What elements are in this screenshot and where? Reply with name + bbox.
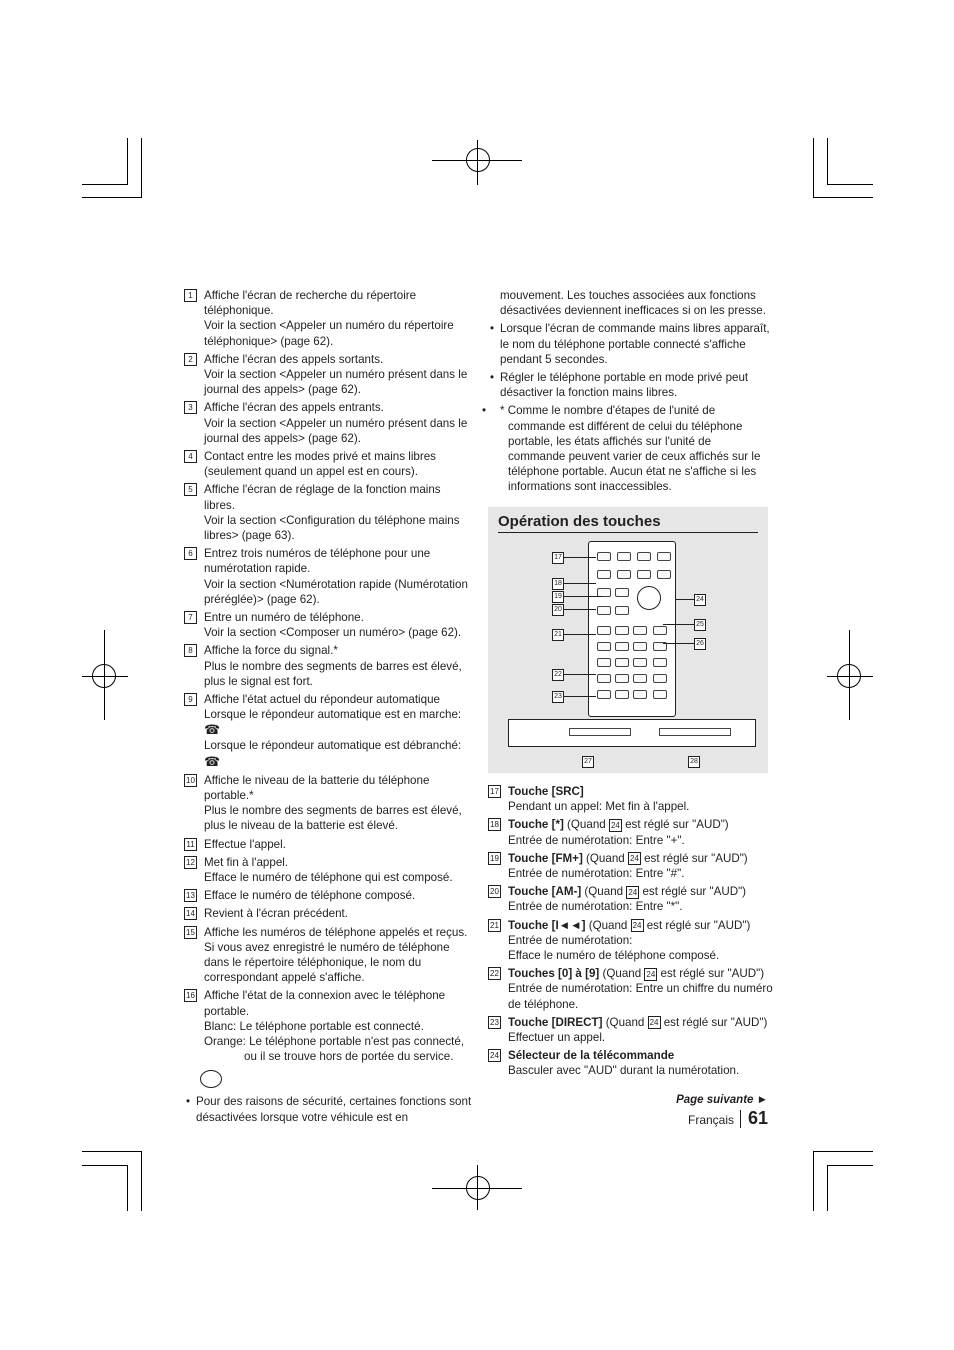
answering-machine-off-icon: ☎ — [204, 753, 221, 769]
fm-key — [597, 606, 611, 615]
remote-key — [597, 626, 611, 635]
next-page-link[interactable]: Page suivante ► — [676, 1094, 768, 1106]
list-item: 8 Affiche la force du signal.* Plus le nombre des segments de barres est élevé, plus le signal est fort. — [184, 643, 474, 689]
note-bullet: • Pour des raisons de sécurité, certaines fonctions sont désactivées lorsque votre véhicule est en — [184, 1094, 474, 1124]
remote-key — [657, 570, 671, 579]
left-column — [184, 288, 474, 1128]
callout-19: 19 — [552, 591, 564, 603]
list-item: 9 Affiche l'état actuel du répondeur automatique Lorsque le répondeur automatique est en marche: ☎ Lorsque le répondeur automatique est débranché: ☎ — [184, 692, 474, 770]
list-item: 2 Affiche l'écran des appels sortants. Voir la section <Appeler un numéro présent dans le journal des appels> (page 62). — [184, 352, 474, 398]
callout-27: 27 — [582, 756, 594, 768]
list-item: 10 Affiche le niveau de la batterie du téléphone portable.* Plus le nombre des segments de barres est élevé, plus le niveau de la batterie est élevé. — [184, 773, 474, 834]
remote-key — [653, 690, 667, 699]
leader-line — [563, 583, 596, 584]
direct-key — [597, 690, 611, 699]
src-key — [597, 552, 611, 561]
answering-machine-on-icon: ☎ — [204, 722, 221, 738]
callout-24: 24 — [694, 594, 706, 606]
unit-slot — [569, 728, 631, 736]
leader-line — [563, 634, 596, 635]
callout-22: 22 — [552, 669, 564, 681]
leader-line — [563, 696, 596, 697]
leader-line — [663, 624, 694, 625]
list-item: 7 Entre un numéro de téléphone. Voir la section <Composer un numéro> (page 62). — [184, 610, 474, 640]
list-item: 4 Contact entre les modes privé et mains libres (seulement quand un appel est en cours). — [184, 449, 474, 479]
next-key — [615, 642, 629, 651]
remote-key — [617, 570, 631, 579]
remote-key — [653, 658, 667, 667]
callout-17: 17 — [552, 552, 564, 564]
legend-item: 22 Touches [0] à [9] (Quand 24 est réglé sur "AUD") Entrée de numérotation: Entre un chiffre du numéro de téléphone. — [488, 966, 778, 1012]
note-bullet: • Lorsque l'écran de commande mains libres apparaît, le nom du téléphone portable connecté s'affiche pendant 5 secondes. — [488, 321, 770, 367]
remote-key — [637, 570, 651, 579]
callout-18: 18 — [552, 578, 564, 590]
digit-key — [597, 674, 611, 683]
leader-line — [663, 643, 694, 644]
continued-text: mouvement. Les touches associées aux fonctions désactivées deviennent inefficaces si on les presse. — [500, 289, 766, 318]
list-item: 16 Affiche l'état de la connexion avec le téléphone portable. Blanc: Le téléphone portable est connecté. Orange: Le téléphone portable n'est pas connecté, ou il se trouve hors de portée du service. — [184, 988, 474, 1064]
list-item: 5 Affiche l'écran de réglage de la fonction mains libres. Voir la section <Configuration du téléphone mains libres> (page 63). — [184, 482, 474, 543]
legend-item: 20 Touche [AM-] (Quand 24 est réglé sur "AUD") Entrée de numérotation: Entre "*". — [488, 884, 778, 914]
note-bullet: • Régler le téléphone portable en mode privé peut désactiver la fonction mains libres. — [488, 370, 770, 400]
footer-divider — [740, 1110, 741, 1128]
remote-key — [615, 588, 629, 597]
leader-line — [563, 609, 596, 610]
list-item: 15 Affiche les numéros de téléphone appelés et reçus. Si vous avez enregistré le numéro de téléphone dans le répertoire téléphonique, le nom du correspondant appelé s'affiche. — [184, 925, 474, 986]
list-item: 12 Met fin à l'appel. Efface le numéro de téléphone qui est composé. — [184, 855, 474, 885]
section-title: Opération des touches — [498, 513, 758, 533]
leader-line — [563, 557, 596, 558]
digit-key — [615, 690, 629, 699]
page-number: 61 — [748, 1108, 769, 1128]
joystick — [637, 586, 661, 610]
remote-key — [653, 626, 667, 635]
list-item: 13 Efface le numéro de téléphone composé. — [184, 888, 474, 903]
remote-key — [637, 552, 651, 561]
am-key — [615, 606, 629, 615]
remote-key — [617, 552, 631, 561]
remote-diagram-section — [488, 507, 768, 773]
legend-item: 18 Touche [*] (Quand 24 est réglé sur "AUD") Entrée de numérotation: Entre "+". — [488, 817, 778, 847]
remote-key — [597, 570, 611, 579]
legend-item: 23 Touche [DIRECT] (Quand 24 est réglé sur "AUD") Effectuer un appel. — [488, 1015, 778, 1045]
callout-26: 26 — [694, 638, 706, 650]
remote-key — [615, 626, 629, 635]
callout-21: 21 — [552, 629, 564, 641]
remote-key — [657, 552, 671, 561]
remote-control-illustration — [588, 541, 676, 717]
leader-line — [675, 599, 694, 600]
list-item: 3 Affiche l'écran des appels entrants. Voir la section <Appeler un numéro présent dans le journal des appels> (page 62). — [184, 400, 474, 446]
callout-23: 23 — [552, 691, 564, 703]
remote-key — [633, 626, 647, 635]
note-icon — [200, 1070, 222, 1088]
digit-key — [615, 658, 629, 667]
prev-key — [597, 642, 611, 651]
callout-28: 28 — [688, 756, 700, 768]
remote-key — [653, 674, 667, 683]
digit-key — [615, 674, 629, 683]
note-bullet: • * Comme le nombre d'étapes de l'unité de commande est différent de celui du téléphone portable, les états affichés sur l'unité de commande peuvent varier de ceux affichés sur le téléphone portable. Aucun état ne s'affiche si les informations sont inaccessibles. — [488, 403, 770, 494]
list-item: 14 Revient à l'écran précédent. — [184, 906, 474, 921]
legend-item: 24 Sélecteur de la télécommande Basculer avec "AUD" durant la numérotation. — [488, 1048, 778, 1078]
digit-key — [633, 658, 647, 667]
language-label: Français — [688, 1113, 735, 1127]
list-item: 11 Effectue l'appel. — [184, 837, 474, 852]
unit-buttons — [659, 728, 731, 736]
right-column — [488, 288, 770, 498]
callout-20: 20 — [552, 604, 564, 616]
callout-25: 25 — [694, 619, 706, 631]
list-item: 1 Affiche l'écran de recherche du répertoire téléphonique. Voir la section <Appeler un numéro du répertoire téléphonique> (page 62). — [184, 288, 474, 349]
leader-line — [563, 674, 596, 675]
digit-key — [597, 658, 611, 667]
digit-key — [633, 674, 647, 683]
list-item: 6 Entrez trois numéros de téléphone pour une numérotation rapide. Voir la section <Numérotation rapide (Numérotation préréglée)> (page 62). — [184, 546, 474, 607]
head-unit-illustration — [508, 719, 756, 747]
remote-key — [633, 642, 647, 651]
digit-key — [633, 690, 647, 699]
legend-item: 17 Touche [SRC] Pendant un appel: Met fin à l'appel. — [488, 784, 778, 814]
legend-item: 21 Touche [I◄◄] (Quand 24 est réglé sur "AUD") Entrée de numérotation: Efface le numéro de téléphone composé. — [488, 918, 778, 964]
leader-line — [563, 596, 603, 597]
key-legend — [488, 784, 778, 1082]
legend-item: 19 Touche [FM+] (Quand 24 est réglé sur "AUD") Entrée de numérotation: Entre "#". — [488, 851, 778, 881]
